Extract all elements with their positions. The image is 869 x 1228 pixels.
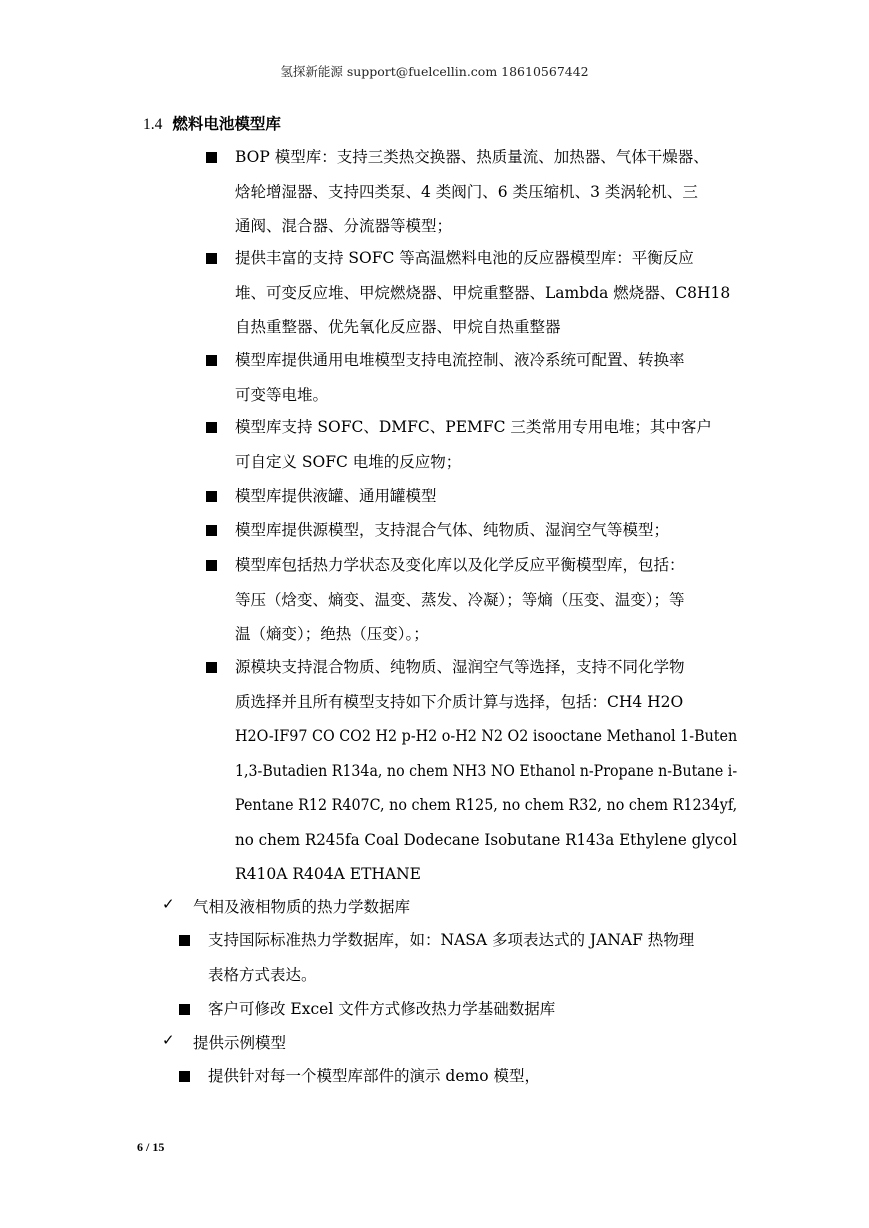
list-item-line: 温（熵变）；绝热（压变）。；: [235, 625, 429, 643]
list-item-line: 等压（焓变、熵变、温变、蒸发、冷凝）；等熵（压变、温变）；等: [235, 590, 685, 609]
list-item-line: R410A R404A ETHANE: [235, 865, 421, 883]
square-bullet-icon: [206, 422, 217, 433]
list-item: [235, 548, 737, 652]
square-bullet-icon: [206, 525, 217, 536]
thermo-database-heading: 气相及液相物质的热力学数据库: [193, 898, 411, 916]
checkmark-icon: ✓: [162, 895, 175, 913]
list-item-line: 模型库提供液罐、通用罐模型: [235, 487, 437, 505]
list-item: [235, 479, 737, 514]
list-item-line: 表格方式表达。: [208, 965, 317, 984]
list-item-line: 1,3-Butadien R134a, no chem NH3 NO Ethanol n-Propane n-Butane i-: [235, 761, 738, 780]
list-item: [235, 410, 737, 479]
list-item-line: 可变等电堆。: [235, 385, 329, 404]
list-item-line: 支持国际标准热力学数据库，如：NASA 多项表达式的 JANAF 热物理: [208, 931, 695, 949]
square-bullet-icon: [179, 935, 190, 946]
page-number: 6 / 15: [137, 1140, 165, 1154]
list-item-line: 客户可修改 Excel 文件方式修改热力学基础数据库: [208, 1000, 556, 1018]
list-item: [208, 1059, 736, 1094]
section-title: 燃料电池模型库: [172, 115, 281, 133]
list-item-line: 自热重整器、优先氧化反应器、甲烷自热重整器: [235, 318, 561, 336]
list-item: [235, 513, 737, 548]
square-bullet-icon: [179, 1071, 190, 1082]
list-item-line: H2O-IF97 CO CO2 H2 p-H2 o-H2 N2 O2 isooctane Methanol 1-Buten: [235, 727, 738, 745]
list-item-line: 可自定义 SOFC 电堆的反应物；: [235, 452, 462, 471]
list-item-line: 源模块支持混合物质、纯物质、湿润空气等选择，支持不同化学物: [235, 658, 685, 676]
list-item-line: 模型库提供通用电堆模型支持电流控制、液冷系统可配置、转换率: [235, 351, 685, 369]
list-item-line: 模型库支持 SOFC、DMFC、PEMFC 三类常用专用电堆；其中客户: [235, 418, 712, 436]
list-item: [235, 343, 737, 412]
example-models-heading: 提供示例模型: [193, 1034, 287, 1052]
list-item-line: 模型库提供源模型，支持混合气体、纯物质、湿润空气等模型；: [235, 521, 670, 539]
list-item-line: 焓轮增湿器、支持四类泵、4 类阀门、6 类压缩机、3 类涡轮机、三: [235, 182, 698, 201]
page-header: 氢探新能源 support@fuelcellin.com 18610567442: [280, 64, 589, 79]
list-item-line: 堆、可变反应堆、甲烷燃烧器、甲烷重整器、Lambda 燃烧器、C8H18: [235, 283, 731, 302]
square-bullet-icon: [206, 662, 217, 673]
list-item: [235, 140, 737, 244]
square-bullet-icon: [206, 253, 217, 264]
section-heading: [143, 112, 281, 134]
list-item-line: 通阀、混合器、分流器等模型；: [235, 217, 453, 235]
square-bullet-icon: [206, 560, 217, 571]
list-item-line: 模型库包括热力学状态及变化库以及化学反应平衡模型库，包括：: [235, 556, 685, 574]
list-item-line: 提供丰富的支持 SOFC 等高温燃料电池的反应器模型库：平衡反应: [235, 249, 694, 267]
list-item-line: 质选择并且所有模型支持如下介质计算与选择，包括：CH4 H2O: [235, 692, 684, 711]
checkmark-icon: ✓: [162, 1031, 175, 1049]
list-item: [208, 923, 736, 992]
square-bullet-icon: [206, 355, 217, 366]
square-bullet-icon: [206, 491, 217, 502]
list-item: [208, 992, 736, 1027]
list-item-line: BOP 模型库：支持三类热交换器、热质量流、加热器、气体干燥器、: [235, 148, 709, 166]
list-item: [235, 241, 737, 345]
section-number: 1.4: [143, 116, 163, 133]
list-item: [235, 650, 737, 892]
list-item-line: no chem R245fa Coal Dodecane Isobutane R143a Ethylene glycol: [235, 830, 738, 849]
square-bullet-icon: [179, 1004, 190, 1015]
square-bullet-icon: [206, 152, 217, 163]
list-item-line: Pentane R12 R407C, no chem R125, no chem R32, no chem R1234yf,: [235, 796, 738, 814]
list-item-line: 提供针对每一个模型库部件的演示 demo 模型，: [208, 1067, 540, 1085]
